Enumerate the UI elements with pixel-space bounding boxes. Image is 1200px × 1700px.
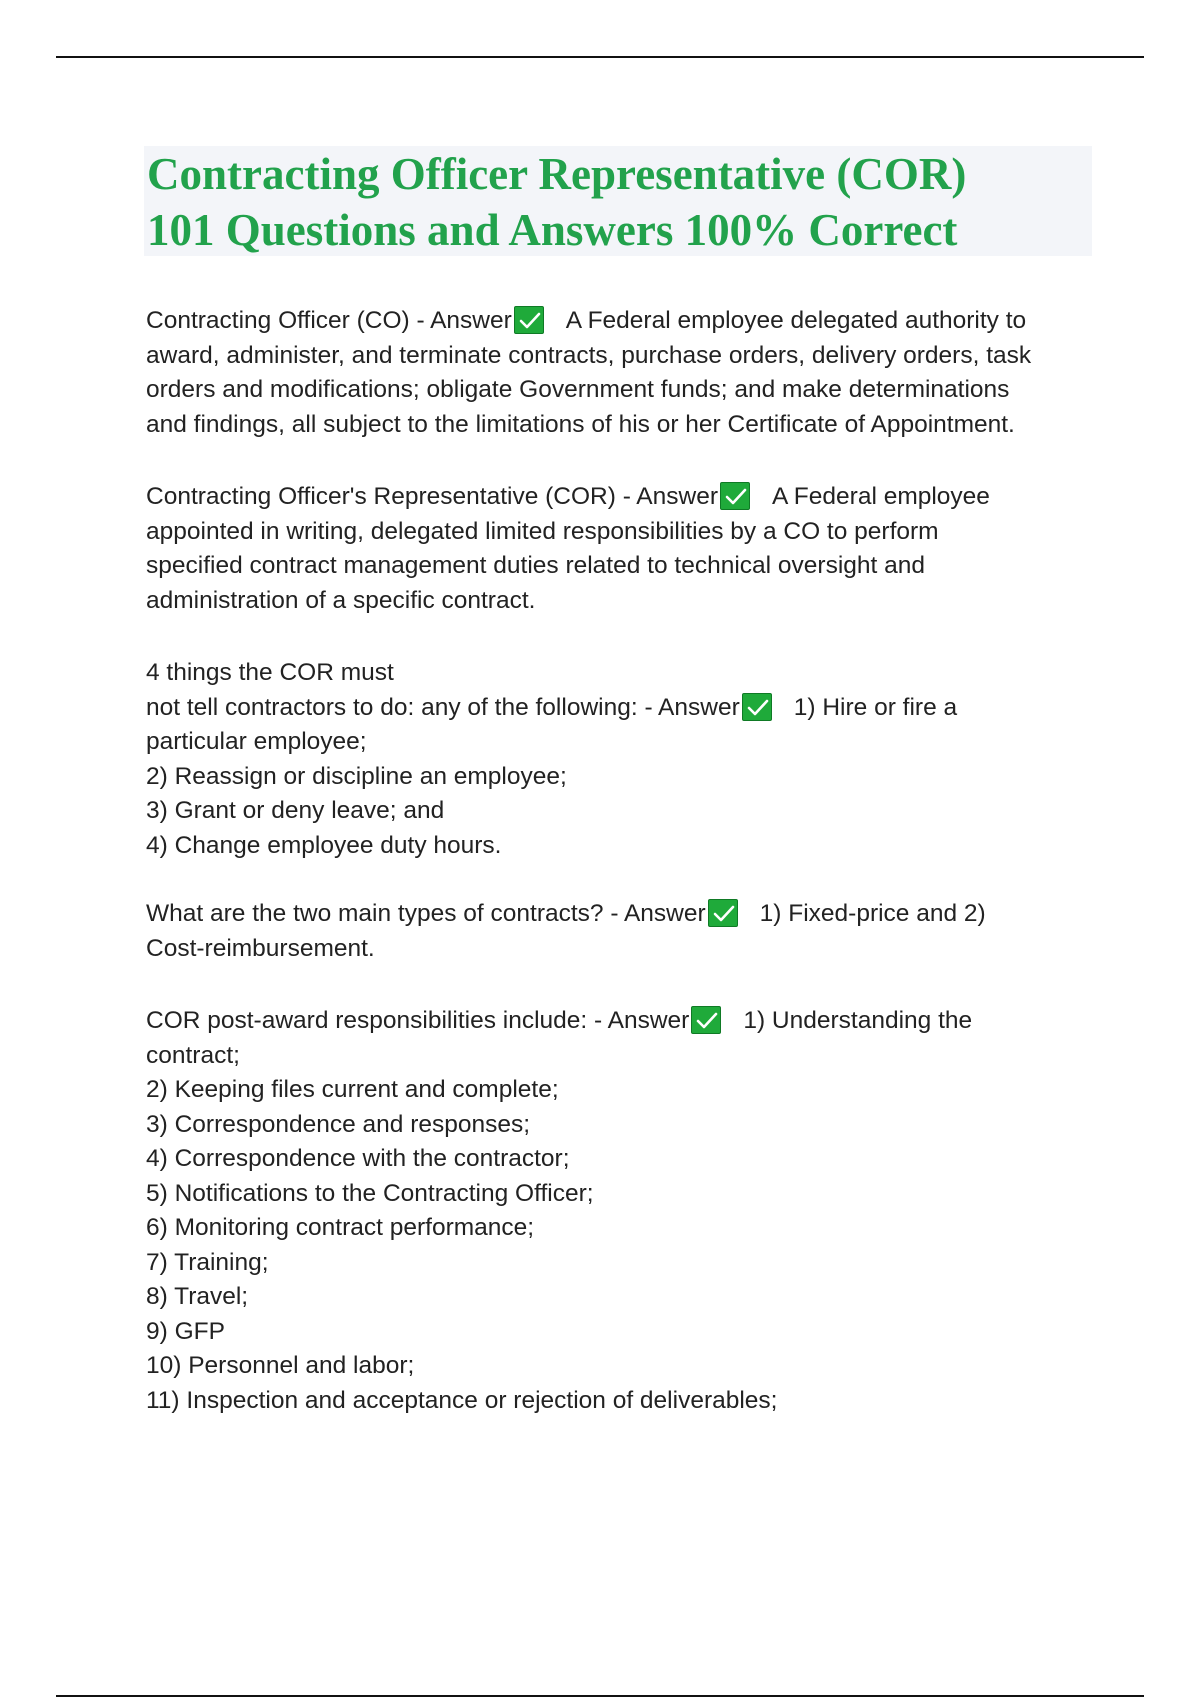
document-title	[144, 146, 1092, 256]
qa-line	[146, 1315, 1096, 1350]
qa-line	[146, 1039, 1096, 1074]
qa-line	[146, 339, 1096, 374]
checkmark-icon	[691, 1006, 721, 1034]
qa-line	[146, 1280, 1096, 1315]
header-rule	[56, 56, 1144, 58]
qa-line	[146, 1004, 1096, 1039]
qa-line	[146, 1246, 1096, 1281]
checkmark-icon	[742, 693, 772, 721]
question-text: Contracting Officer's Representative (COR) - Answer	[146, 483, 719, 510]
line-text: award, administer, and terminate contracts, purchase orders, delivery orders, task	[146, 341, 1032, 369]
qa-line	[146, 515, 1096, 550]
checkmark-icon	[514, 306, 544, 334]
line-text: contract;	[146, 1041, 240, 1069]
line-text: administration of a specific contract.	[146, 586, 536, 614]
qa-line	[146, 932, 1096, 967]
qa-line	[146, 408, 1096, 443]
checkmark-icon	[708, 899, 738, 927]
qa-line	[146, 584, 1096, 619]
line-text: 4) Change employee duty hours.	[146, 831, 502, 859]
qa-line	[146, 897, 1096, 932]
qa-item	[146, 480, 1096, 618]
question-text: COR post-award responsibilities include: - Answer	[146, 1007, 690, 1034]
title-line-1: Contracting Officer Representative (COR)	[147, 149, 967, 199]
line-text: particular employee;	[146, 728, 367, 755]
qa-list	[146, 304, 1096, 1456]
line-text: 4 things the COR must	[146, 659, 394, 686]
question-text: What are the two main types of contracts? - Answer	[146, 900, 706, 927]
question-text: not tell contractors to do: any of the following: - Answer	[146, 693, 740, 721]
question-text: Contracting Officer (CO) - Answer	[146, 307, 512, 334]
line-text: 8) Travel;	[146, 1283, 249, 1310]
line-text: 6) Monitoring contract performance;	[146, 1214, 535, 1241]
line-text: 4) Correspondence with the contractor;	[146, 1145, 570, 1172]
line-text: 2) Reassign or discipline an employee;	[146, 762, 567, 790]
qa-item	[146, 1004, 1096, 1418]
line-text: specified contract management duties related to technical oversight and	[146, 552, 926, 579]
line-text: appointed in writing, delegated limited responsibilities by a CO to perform	[146, 517, 939, 545]
qa-line	[146, 1349, 1096, 1384]
qa-line	[146, 1177, 1096, 1212]
line-text: 11) Inspection and acceptance or rejection of deliverables;	[146, 1386, 778, 1414]
line-text: Cost-reimbursement.	[146, 934, 375, 962]
line-text: and findings, all subject to the limitations of his or her Certificate of Appointment.	[146, 410, 1015, 438]
answer-text: A Federal employee	[772, 483, 990, 510]
line-text: 10) Personnel and labor;	[146, 1352, 415, 1379]
qa-line	[146, 1384, 1096, 1419]
qa-line	[146, 656, 1096, 691]
qa-line	[146, 760, 1096, 795]
answer-text: A Federal employee delegated authority to	[565, 307, 1027, 334]
answer-text: 1) Understanding the	[743, 1007, 973, 1034]
line-text: 7) Training;	[146, 1248, 269, 1276]
qa-line	[146, 373, 1096, 408]
title-line-2: 101 Questions and Answers 100% Correct	[147, 205, 958, 255]
line-text: 9) GFP	[146, 1317, 225, 1345]
qa-line	[146, 1142, 1096, 1177]
qa-item	[146, 656, 1096, 863]
answer-text: 1) Fixed-price and 2)	[759, 900, 986, 927]
qa-item	[146, 897, 1096, 966]
checkmark-icon	[720, 482, 750, 510]
line-text: 3) Correspondence and responses;	[146, 1110, 531, 1138]
qa-line	[146, 549, 1096, 584]
line-text: orders and modifications; obligate Government funds; and make determinations	[146, 376, 1010, 403]
qa-line	[146, 1108, 1096, 1143]
line-text: 3) Grant or deny leave; and	[146, 797, 445, 824]
qa-line	[146, 1211, 1096, 1246]
line-text: 2) Keeping files current and complete;	[146, 1076, 559, 1103]
qa-line	[146, 725, 1096, 760]
qa-item	[146, 304, 1096, 442]
qa-line	[146, 794, 1096, 829]
footer-rule	[56, 1695, 1144, 1697]
qa-line	[146, 691, 1096, 726]
qa-line	[146, 829, 1096, 864]
qa-line	[146, 1073, 1096, 1108]
qa-line	[146, 304, 1096, 339]
line-text: 5) Notifications to the Contracting Officer;	[146, 1179, 594, 1207]
answer-text: 1) Hire or fire a	[793, 693, 958, 721]
qa-line	[146, 480, 1096, 515]
